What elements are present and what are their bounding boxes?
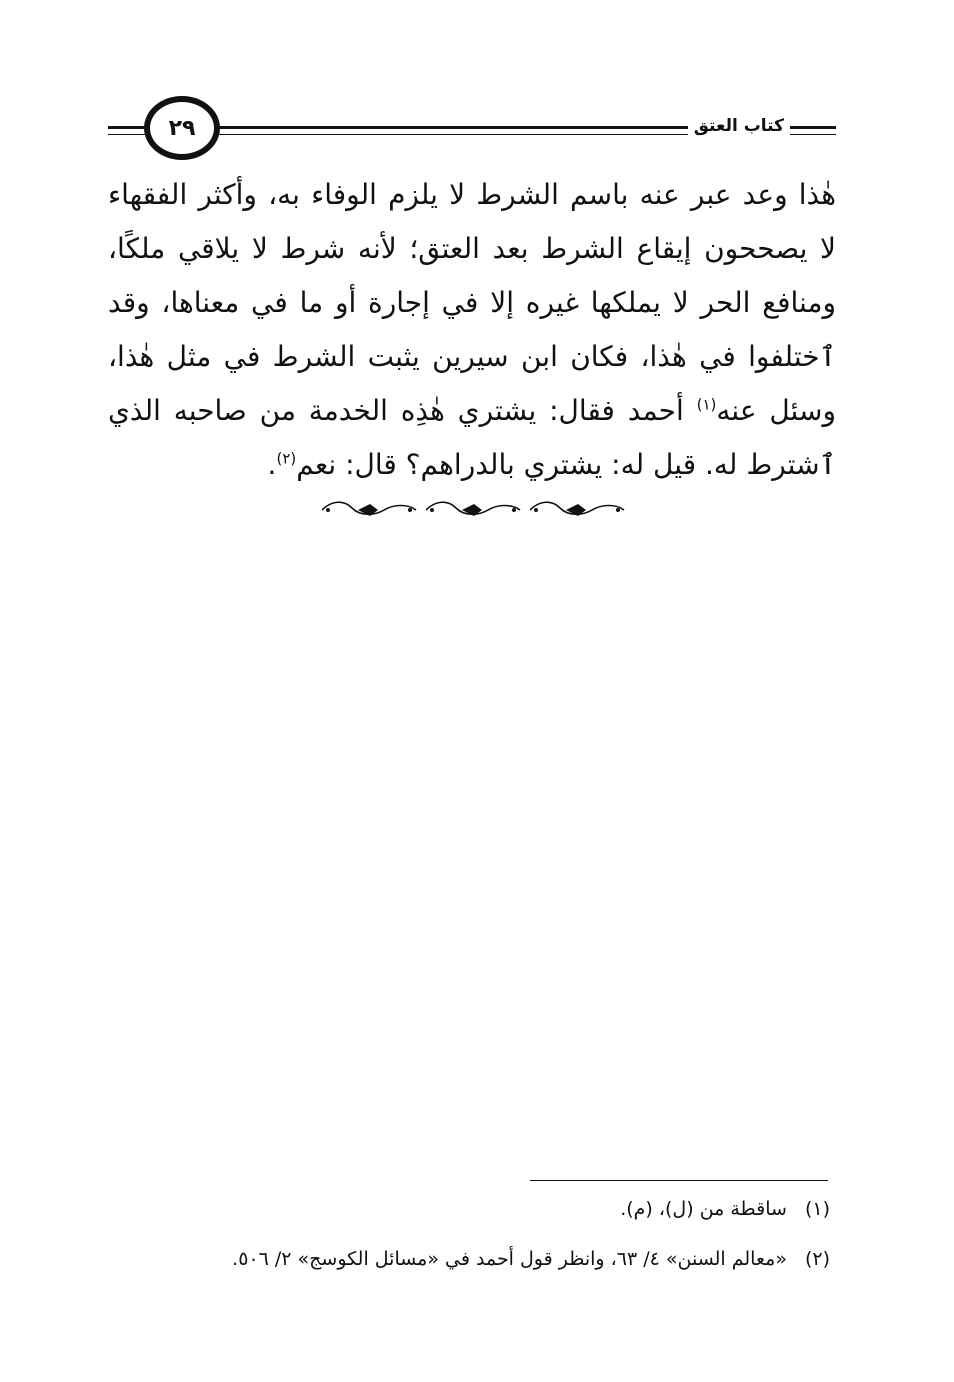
page-header (108, 96, 836, 168)
footnote-1 (108, 1194, 830, 1224)
paragraph-part-3: . (267, 448, 277, 481)
footnote-number: (١) (804, 1198, 830, 1220)
footnotes (108, 1194, 830, 1294)
page-number: ٢٩ (144, 96, 220, 160)
section-ornament (318, 496, 630, 524)
header-rule-left (108, 126, 148, 129)
running-title: كتاب العتق (688, 116, 790, 136)
footnote-separator (530, 1180, 828, 1181)
main-paragraph (108, 168, 836, 492)
paragraph-part-2: أحمد فقال: يشتري هٰذِه الخدمة من صاحبه الذي ٱشترط له. قيل له: يشتري بالدراهم؟ قال: نعم (108, 394, 836, 481)
footnote-text: ساقطة من (ل)، (م). (620, 1198, 787, 1220)
footnote-ref-1[interactable]: (١) (696, 395, 717, 414)
paragraph-part-1: هٰذا وعد عبر عنه باسم الشرط لا يلزم الوفاء به، وأكثر الفقهاء لا يصححون إيقاع الشرط بعد العتق؛ لأنه شرط لا يلاقي ملكًا، ومنافع الحر لا يملكها غيره إلا في إجارة أو ما في معناها، وقد ٱختلفوا في هٰذا، فكان ابن سيرين يثبت الشرط في مثل هٰذا، وسئل عنه (108, 178, 836, 427)
footnote-number: (٢) (804, 1248, 830, 1270)
paragraph-text (108, 168, 836, 492)
header-rule-left-thin (108, 134, 148, 135)
footnote-2 (108, 1244, 830, 1274)
footnote-ref-2[interactable]: (٢) (276, 449, 297, 468)
footnote-text: «معالم السنن» ٤/ ٦٣، وانظر قول أحمد في «مسائل الكوسج» ٢/ ٥٠٦. (232, 1248, 787, 1270)
